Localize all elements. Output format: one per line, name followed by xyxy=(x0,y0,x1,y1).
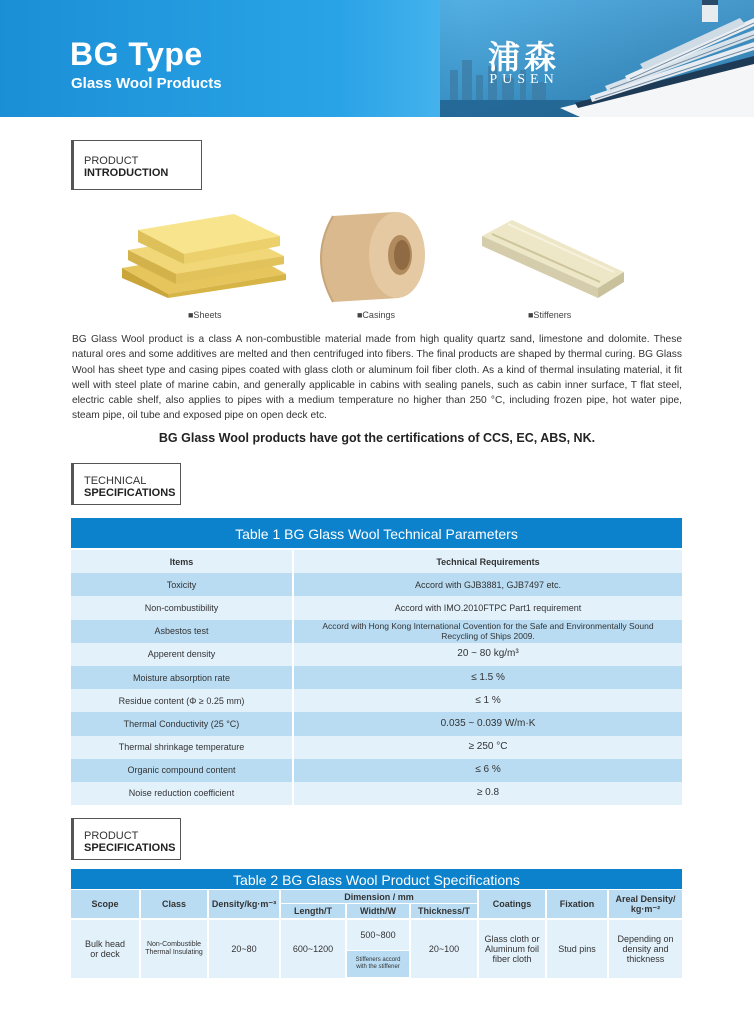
brand-name-cn: 浦森 xyxy=(488,38,561,76)
requirement-cell: Accord with GJB3881, GJB7497 etc. xyxy=(294,573,682,596)
item-cell: Thermal Conductivity (25 °C) xyxy=(71,712,292,735)
section-label-line1: TECHNICAL xyxy=(84,475,147,487)
requirement-cell: ≥ 250 °C xyxy=(294,736,682,759)
cell-density: 20~80 xyxy=(209,920,279,978)
sheets-image xyxy=(118,206,288,298)
header-length: Length/T xyxy=(281,904,345,918)
table-row xyxy=(71,782,682,805)
casings-image xyxy=(303,206,431,304)
table-row xyxy=(71,620,682,643)
table-header-row xyxy=(71,550,682,573)
cell-length: 600~1200 xyxy=(281,920,345,978)
section-label-line2: SPECIFICATIONS xyxy=(84,842,176,854)
item-cell: Thermal shrinkage temperature xyxy=(71,736,292,759)
item-cell: Noise reduction coefficient xyxy=(71,782,292,805)
header-scope: Scope xyxy=(71,890,139,918)
section-label-product-introduction xyxy=(71,140,202,190)
table1-caption: Table 1 BG Glass Wool Technical Parameters xyxy=(71,518,682,548)
requirement-cell: ≤ 1.5 % xyxy=(294,666,682,689)
requirement-cell: ≤ 6 % xyxy=(294,759,682,782)
cell-areal-density: Depending on density and thickness xyxy=(609,920,682,978)
table-row xyxy=(71,712,682,735)
requirement-cell: 0.035 ~ 0.039 W/m·K xyxy=(294,712,682,735)
cell-width: 500~800 xyxy=(347,920,409,950)
requirement-cell: 20 ~ 80 kg/m³ xyxy=(294,643,682,666)
section-label-line2: SPECIFICATIONS xyxy=(84,487,176,499)
table2-caption: Table 2 BG Glass Wool Product Specifications xyxy=(71,869,682,889)
header-width: Width/W xyxy=(347,904,409,918)
table-row xyxy=(71,643,682,666)
intro-paragraph: BG Glass Wool product is a class A non-combustible material made from high quality quartz sand, limestone and dolomite. These natural ores and some additives are melted and then centrifuged into fibers. The final products are shaped by thermal curing. BG Glass Wool has sheet type and casing pipes coated with glass cloth or aluminum foil fiber cloth. As a kind of thermal insulating material, it fit well with steel plate of marine cabin, and generally applicable in cabins with sealing panels, such as cabin inner surface, T flat steel, electric cable shelf, also applies to pipes with a medium temperature no higher than 250 °C, including frozen pipe, hot water pipe, steam pipe, oil tube and exposed pipe on open deck etc. xyxy=(72,334,682,422)
item-cell: Toxicity xyxy=(71,573,292,596)
cell-scope: Bulk head or deck xyxy=(71,920,139,978)
caption-casings: ■Casings xyxy=(357,310,395,320)
brand-logo xyxy=(488,40,560,88)
cell-coatings: Glass cloth or Aluminum foil fiber cloth xyxy=(479,920,545,978)
requirement-cell: ≤ 1 % xyxy=(294,689,682,712)
header-banner xyxy=(0,0,754,117)
item-cell: Moisture absorption rate xyxy=(71,666,292,689)
header-class: Class xyxy=(141,890,207,918)
caption-sheets: ■Sheets xyxy=(188,310,222,320)
requirement-cell: Accord with IMO.2010FTPC Part1 requirement xyxy=(294,596,682,619)
brand-name-en: PUSEN xyxy=(489,72,559,87)
section-label-line1: PRODUCT xyxy=(84,155,139,167)
header-items: Items xyxy=(71,550,292,573)
table-row xyxy=(71,666,682,689)
section-label-technical-specifications xyxy=(71,463,181,505)
header-requirements: Technical Requirements xyxy=(294,550,682,573)
requirement-cell: Accord with Hong Kong International Covention for the Safe and Environmentally Sound Recycling of Ships 2009. xyxy=(294,620,682,643)
table-row xyxy=(71,573,682,596)
item-cell: Apperent density xyxy=(71,643,292,666)
cell-width-note: Stiffeners accord with the stiffener xyxy=(347,951,409,977)
header-dimension: Dimension / mm xyxy=(281,890,477,903)
table-row xyxy=(71,689,682,712)
section-label-line2: INTRODUCTION xyxy=(84,167,169,179)
header-thickness: Thickness/T xyxy=(411,904,477,918)
item-cell: Asbestos test xyxy=(71,620,292,643)
section-label-product-specifications xyxy=(71,818,181,860)
table-row xyxy=(71,596,682,619)
page-title: BG Type xyxy=(70,36,203,72)
cell-thickness: 20~100 xyxy=(411,920,477,978)
technical-parameters-table xyxy=(71,518,682,805)
requirement-cell: ≥ 0.8 xyxy=(294,782,682,805)
header-coatings: Coatings xyxy=(479,890,545,918)
section-label-line1: PRODUCT xyxy=(84,830,139,842)
product-specifications-table xyxy=(71,869,682,978)
page-subtitle: Glass Wool Products xyxy=(71,75,222,92)
certifications-statement: BG Glass Wool products have got the certifications of CCS, EC, ABS, NK. xyxy=(158,431,596,445)
table-row xyxy=(71,759,682,782)
item-cell: Organic compound content xyxy=(71,759,292,782)
table2-grid xyxy=(71,889,682,978)
cell-fixation: Stud pins xyxy=(547,920,607,978)
item-cell: Residue content (Φ ≥ 0.25 mm) xyxy=(71,689,292,712)
cell-class: Non-Combustible Thermal Insulating xyxy=(141,920,207,978)
header-fixation: Fixation xyxy=(547,890,607,918)
stiffeners-image xyxy=(478,210,628,300)
item-cell: Non-combustibility xyxy=(71,596,292,619)
header-density: Density/kg·m⁻³ xyxy=(209,890,279,918)
header-areal-density: Areal Density/ kg·m⁻² xyxy=(609,890,682,918)
table-row xyxy=(71,736,682,759)
caption-stiffeners: ■Stiffeners xyxy=(528,310,572,320)
